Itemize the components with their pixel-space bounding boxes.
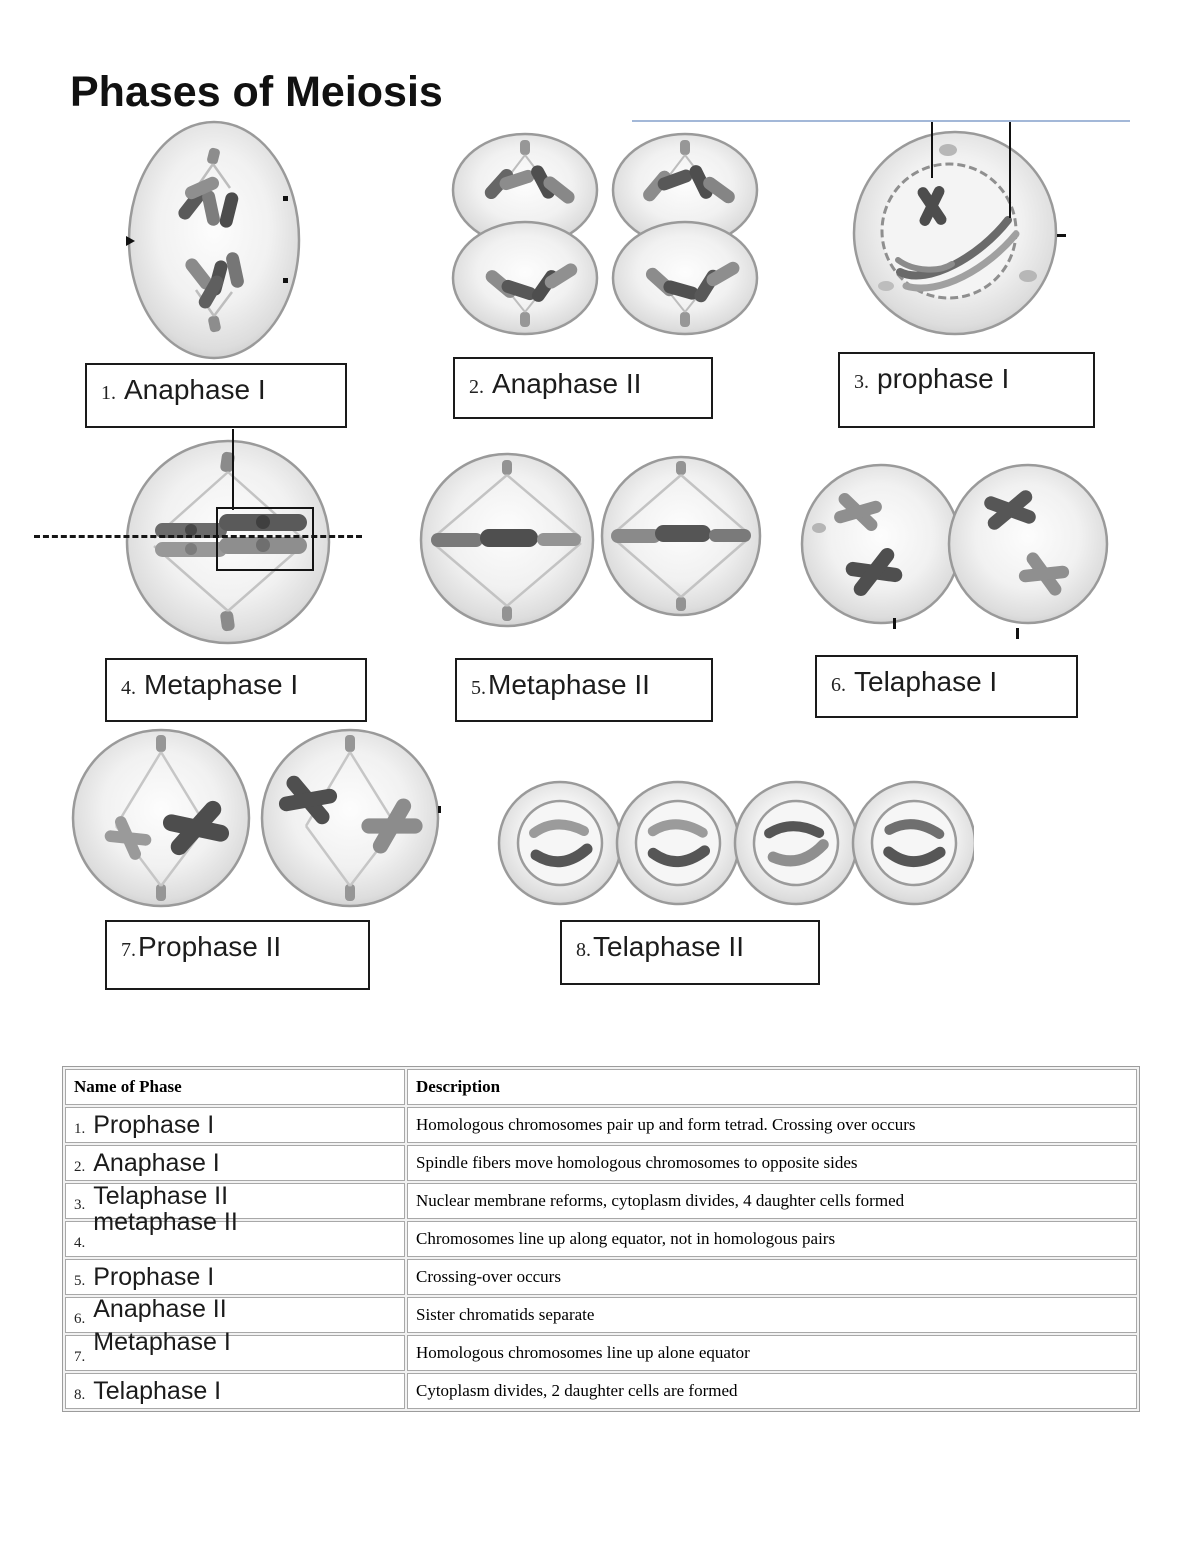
tick-mark — [1016, 628, 1019, 639]
answer-box-6 — [815, 655, 1078, 718]
phase-description: Crossing-over occurs — [407, 1259, 1137, 1295]
col-header-name: Name of Phase — [65, 1069, 405, 1105]
phase-description: Nuclear membrane reforms, cytoplasm divides, 4 daughter cells formed — [407, 1183, 1137, 1219]
row-number: 3. — [74, 1196, 86, 1213]
answer-text: Prophase II — [138, 931, 282, 962]
telophase-i-cells-image — [798, 450, 1112, 638]
answer-number: 3. — [854, 371, 869, 393]
answer-number: 2. — [469, 376, 484, 398]
phase-answer: Telaphase I — [93, 1376, 222, 1405]
phase-table — [62, 1066, 1140, 1412]
answer-number: 1. — [101, 382, 116, 404]
answer-text: Telaphase I — [854, 666, 998, 697]
table-header-row — [65, 1069, 1137, 1105]
metaphase-ii-cells-image — [403, 448, 775, 634]
blue-rule-line — [632, 120, 1130, 122]
table-row — [65, 1221, 1137, 1257]
row-number: 2. — [74, 1158, 86, 1175]
tick-mark — [438, 806, 441, 813]
answer-number: 5. — [471, 677, 486, 699]
row-number: 7. — [74, 1348, 86, 1365]
prophase-ii-cells-image — [66, 726, 446, 912]
tetrad-highlight-box — [216, 507, 314, 571]
phase-answer: Anaphase I — [93, 1148, 220, 1177]
table-row — [65, 1373, 1137, 1409]
answer-text: prophase I — [877, 363, 1010, 394]
phase-answer: Anaphase II — [93, 1294, 227, 1323]
row-number: 8. — [74, 1386, 86, 1403]
answer-box-3 — [838, 352, 1095, 428]
phase-description: Homologous chromosomes pair up and form tetrad. Crossing over occurs — [407, 1107, 1137, 1143]
phase-answer: metaphase II — [93, 1207, 238, 1236]
phase-description: Homologous chromosomes line up alone equator — [407, 1335, 1137, 1371]
selection-handle — [283, 196, 288, 201]
anaphase-ii-cells-image — [447, 128, 759, 340]
answer-box-2 — [453, 357, 713, 419]
anaphase-i-cell-image — [123, 118, 305, 362]
phase-answer: Telaphase II — [93, 1181, 229, 1210]
phase-description: Spindle fibers move homologous chromosomes to opposite sides — [407, 1145, 1137, 1181]
prophase1-pointer-line-2 — [1009, 122, 1011, 218]
answer-text: Telaphase II — [593, 931, 744, 962]
prophase-i-cell-image — [848, 124, 1066, 342]
answer-box-7 — [105, 920, 370, 990]
selection-arrow-mark — [126, 236, 135, 246]
answer-number: 7. — [121, 939, 136, 961]
row-number: 5. — [74, 1272, 86, 1289]
row-number: 6. — [74, 1310, 86, 1327]
col-header-description: Description — [407, 1069, 1137, 1105]
table-row — [65, 1107, 1137, 1143]
table-row — [65, 1335, 1137, 1371]
phase-description: Chromosomes line up along equator, not in homologous pairs — [407, 1221, 1137, 1257]
table-row — [65, 1145, 1137, 1181]
answer-box-1 — [85, 363, 347, 428]
row-number: 4. — [74, 1234, 86, 1251]
answer-number: 8. — [576, 939, 591, 961]
phase-description: Cytoplasm divides, 2 daughter cells are formed — [407, 1373, 1137, 1409]
answer-text: Metaphase I — [144, 669, 299, 700]
phase-answer: Prophase I — [93, 1110, 215, 1139]
table-row — [65, 1259, 1137, 1295]
answer-text: Anaphase I — [124, 374, 266, 405]
answer-number: 6. — [831, 674, 846, 696]
row-number: 1. — [74, 1120, 86, 1137]
prophase1-pointer-line-1 — [931, 122, 933, 178]
telophase-ii-cells-image — [494, 768, 974, 918]
answer-box-5 — [455, 658, 713, 722]
pointer-line-tetrad — [232, 429, 234, 510]
page-title: Phases of Meiosis — [70, 68, 443, 116]
answer-box-8 — [560, 920, 820, 985]
answer-text: Metaphase II — [488, 669, 650, 700]
phase-answer: Prophase I — [93, 1262, 215, 1291]
phase-description: Sister chromatids separate — [407, 1297, 1137, 1333]
answer-box-4 — [105, 658, 367, 722]
tick-mark — [893, 618, 896, 629]
tick-mark — [1057, 234, 1066, 237]
selection-handle — [283, 278, 288, 283]
answer-text: Anaphase II — [492, 368, 642, 399]
phase-answer: Metaphase I — [93, 1327, 231, 1356]
answer-number: 4. — [121, 677, 136, 699]
